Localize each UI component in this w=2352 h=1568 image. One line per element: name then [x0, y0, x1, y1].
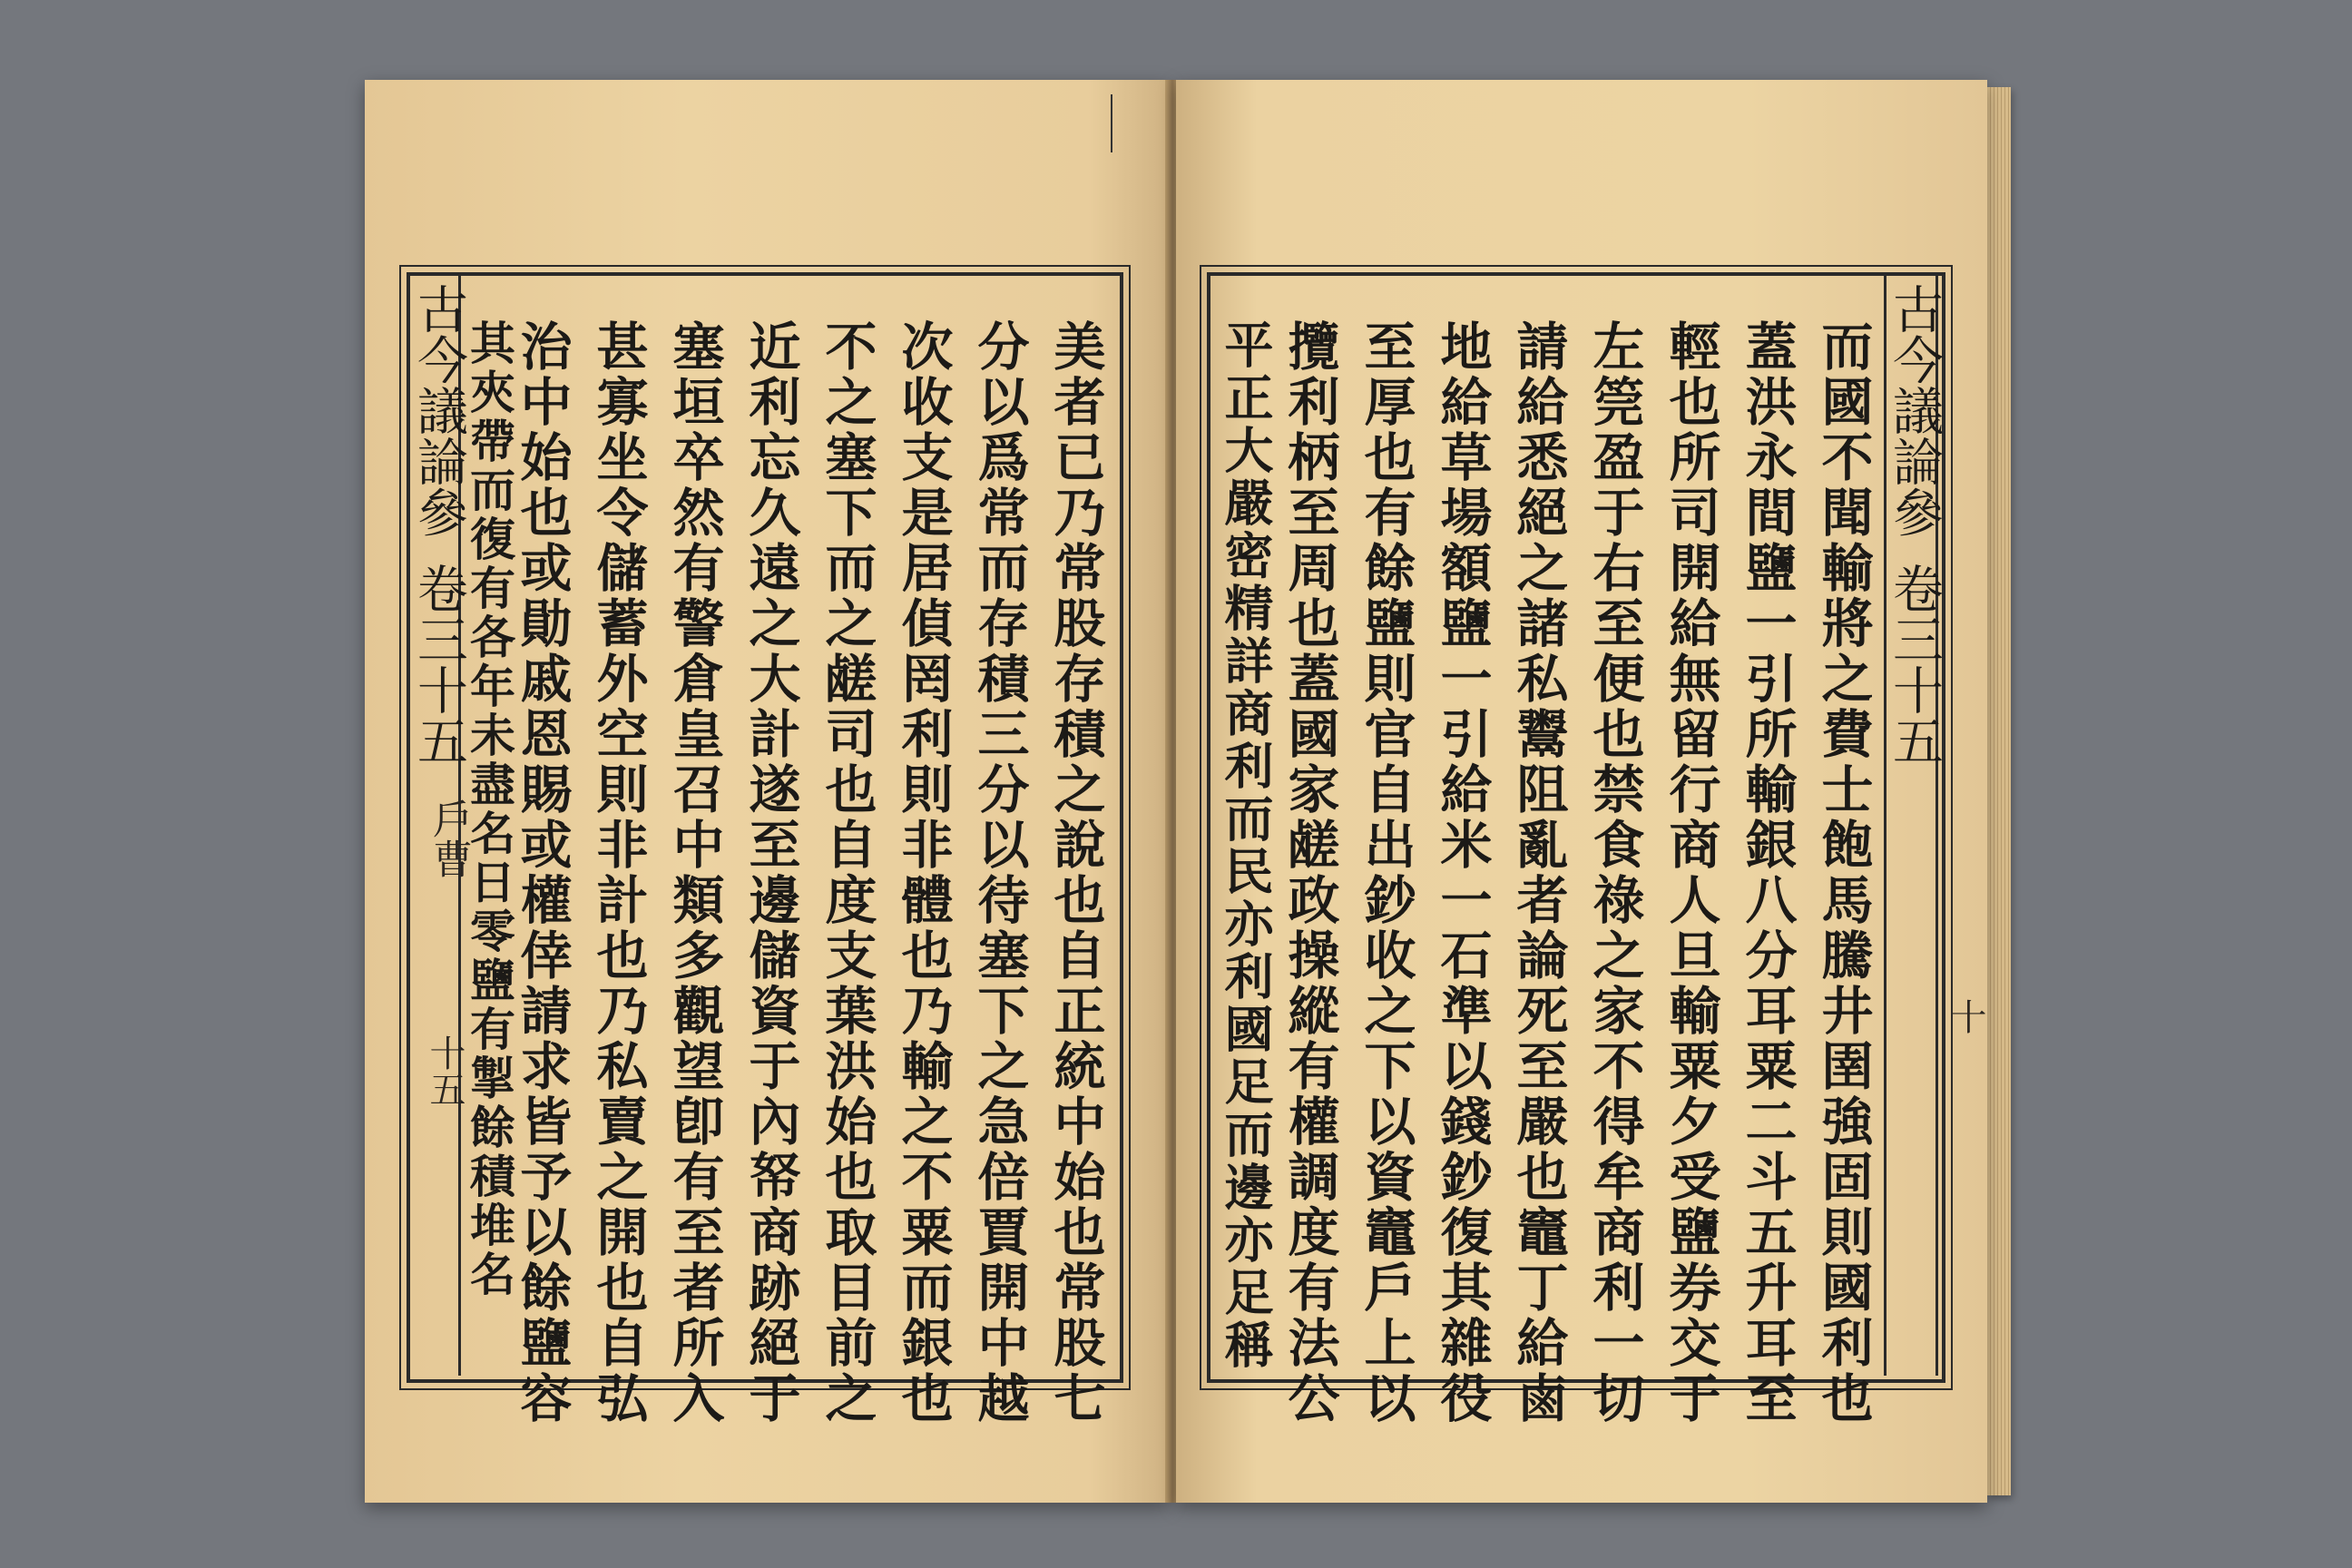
right-text-column-1: 而國不聞輸將之費士飽馬騰井圉強固則國利也 — [1813, 319, 1874, 1426]
right-text-column-6: 地給草場額鹽一引給米一石準以錢鈔復其雜役 — [1432, 319, 1493, 1426]
left-page-section: 戶曹 — [426, 799, 472, 878]
right-text-column-7: 至厚也有餘鹽則官自出鈔收之下以資竈戶上以 — [1356, 319, 1416, 1426]
left-text-column-8: 治中始也或勛戚恩賜或權倖請求皆予以餘鹽容 — [512, 319, 573, 1426]
left-text-column-5: 近利忘久遠之大計遂至邊儲資于內帑商跡絕于 — [740, 319, 801, 1426]
right-text-column-9: 平正大嚴密精詳商利而民亦利國足而邊亦足稱 — [1217, 319, 1275, 1372]
right-page-folio: 十 — [1945, 998, 1986, 1034]
right-text-column-5: 請給悉絕之諸私鬻阻亂者論死至嚴也竈丁給鹵 — [1508, 319, 1569, 1426]
left-text-column-7: 甚寡坐令儲蓄外空則非計也乃私賣之開也自弘 — [588, 319, 649, 1426]
left-text-column-3: 次收支是居偵罔利則非體也乃輸之不粟而銀也 — [893, 319, 954, 1426]
page-edges — [1987, 87, 2011, 1495]
left-text-column-4: 不之塞下而之鹾司也自度支葉洪始也取目前之 — [817, 319, 877, 1426]
left-page-heading: 古今議論參 — [409, 283, 468, 537]
left-text-column-6: 塞垣卒然有警倉皇召中類多觀望卽有至者所入 — [664, 319, 725, 1426]
left-text-column-9: 其夾帶而復有各年未盡名日零鹽有掣餘積堆名 — [463, 319, 516, 1299]
binding-mark — [1111, 94, 1118, 152]
left-text-column-2: 分以爲常而存積三分以待塞下之急倍賈開中越 — [969, 319, 1030, 1426]
right-text-column-2: 蓋洪永間鹽一引所輸銀八分耳粟二斗五升耳至 — [1737, 319, 1798, 1426]
left-page-volume: 卷三十五 — [409, 563, 468, 766]
left-page-folio: 十五 — [424, 1034, 466, 1107]
right-text-column-8: 攬利柄至周也蓋國家鹾政操縱有權調度有法公 — [1279, 319, 1340, 1426]
right-page-volume: 卷三十五 — [1885, 563, 1944, 766]
right-page-heading: 古今議論參 — [1885, 283, 1944, 537]
right-text-column-4: 左筦盈于右至便也禁食祿之家不得牟商利一切 — [1584, 319, 1645, 1426]
left-text-column-1: 美者已乃常股存積之說也自正統中始也常股七 — [1045, 319, 1106, 1426]
right-text-column-3: 輕也所司開給無留行商人旦輸粟夕受鹽券交于 — [1661, 319, 1721, 1426]
